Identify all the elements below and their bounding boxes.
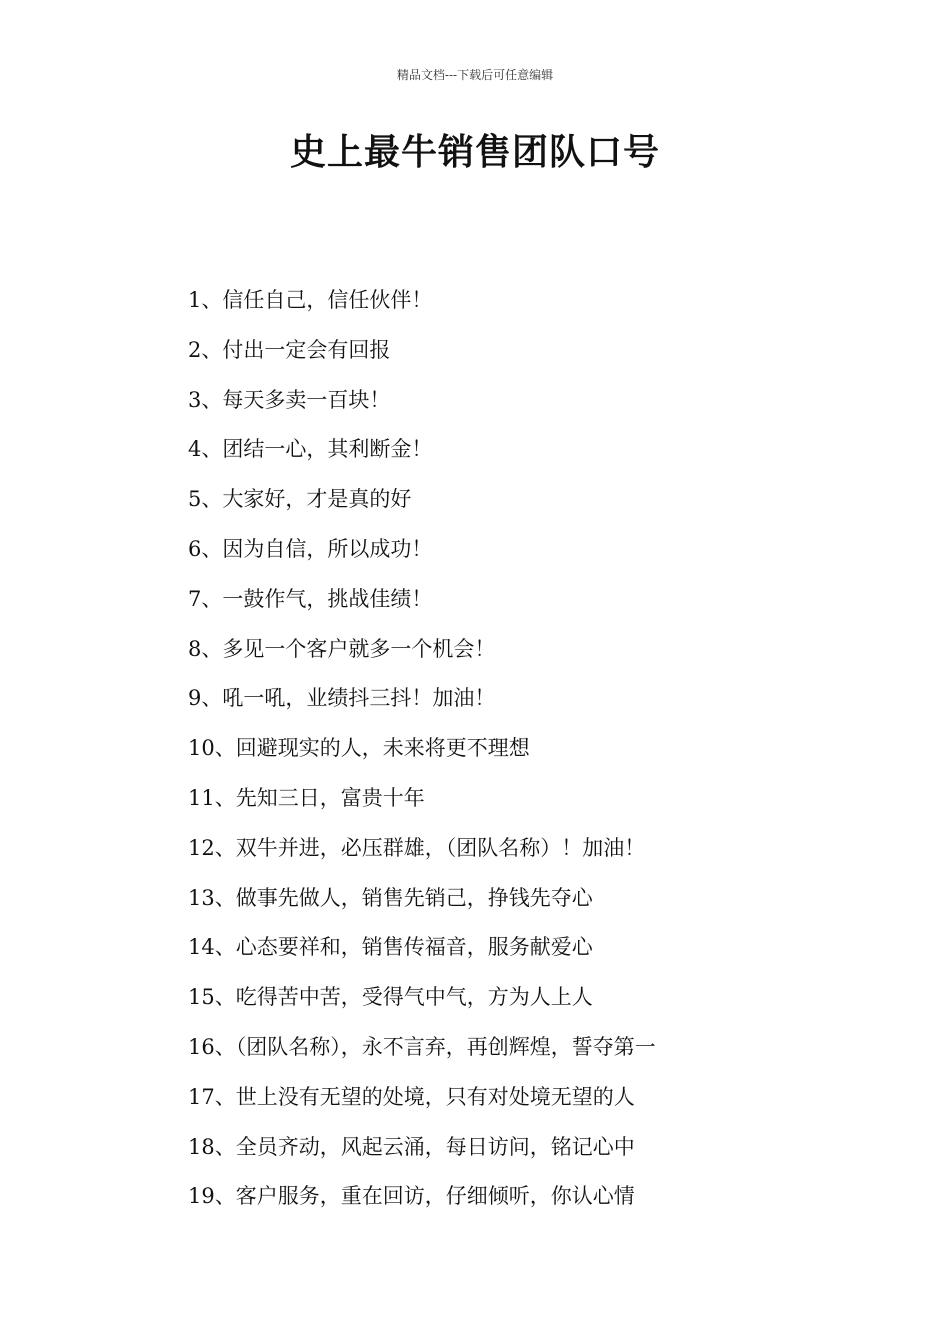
slogan-item: 5、大家好，才是真的好 bbox=[188, 487, 412, 512]
slogan-item: 4、团结一心，其利断金！ bbox=[188, 437, 433, 462]
slogan-item: 11、先知三日，富贵十年 bbox=[188, 785, 425, 810]
slogan-item: 18、全员齐动，风起云涌，每日访问，铭记心中 bbox=[188, 1134, 635, 1159]
slogan-item: 7、一鼓作气，挑战佳绩！ bbox=[188, 586, 433, 611]
slogan-item: 17、世上没有无望的处境，只有对处境无望的人 bbox=[188, 1084, 635, 1109]
slogan-item: 19、客户服务，重在回访，仔细倾听，你认心情 bbox=[188, 1184, 635, 1209]
slogan-item: 13、做事先做人，销售先销己，挣钱先夺心 bbox=[188, 885, 593, 910]
slogan-item: 12、双牛并进，必压群雄，（团队名称）！加油！ bbox=[188, 835, 646, 860]
slogan-item: 8、多见一个客户就多一个机会！ bbox=[188, 636, 496, 661]
slogan-item: 3、每天多卖一百块！ bbox=[188, 387, 391, 412]
slogan-item: 2、付出一定会有回报 bbox=[188, 337, 391, 362]
slogan-item: 15、吃得苦中苦，受得气中气，方为人上人 bbox=[188, 985, 593, 1010]
slogan-item: 1、信任自己，信任伙伴！ bbox=[188, 288, 433, 312]
slogan-item: 10、回避现实的人，未来将更不理想 bbox=[188, 736, 530, 761]
slogan-list bbox=[188, 282, 888, 1228]
slogan-item: 14、心态要祥和，销售传福音，服务献爱心 bbox=[188, 935, 593, 960]
slogan-item: 16、（团队名称），永不言弃，再创辉煌，誓夺第一 bbox=[188, 1034, 656, 1059]
slogan-item: 6、因为自信，所以成功！ bbox=[188, 536, 433, 561]
slogan-item: 9、吼一吼，业绩抖三抖！加油！ bbox=[188, 686, 496, 711]
document-title: 史上最牛销售团队口号 bbox=[289, 132, 660, 173]
page-header: 精品文档---下载后可任意编辑 bbox=[396, 68, 554, 82]
